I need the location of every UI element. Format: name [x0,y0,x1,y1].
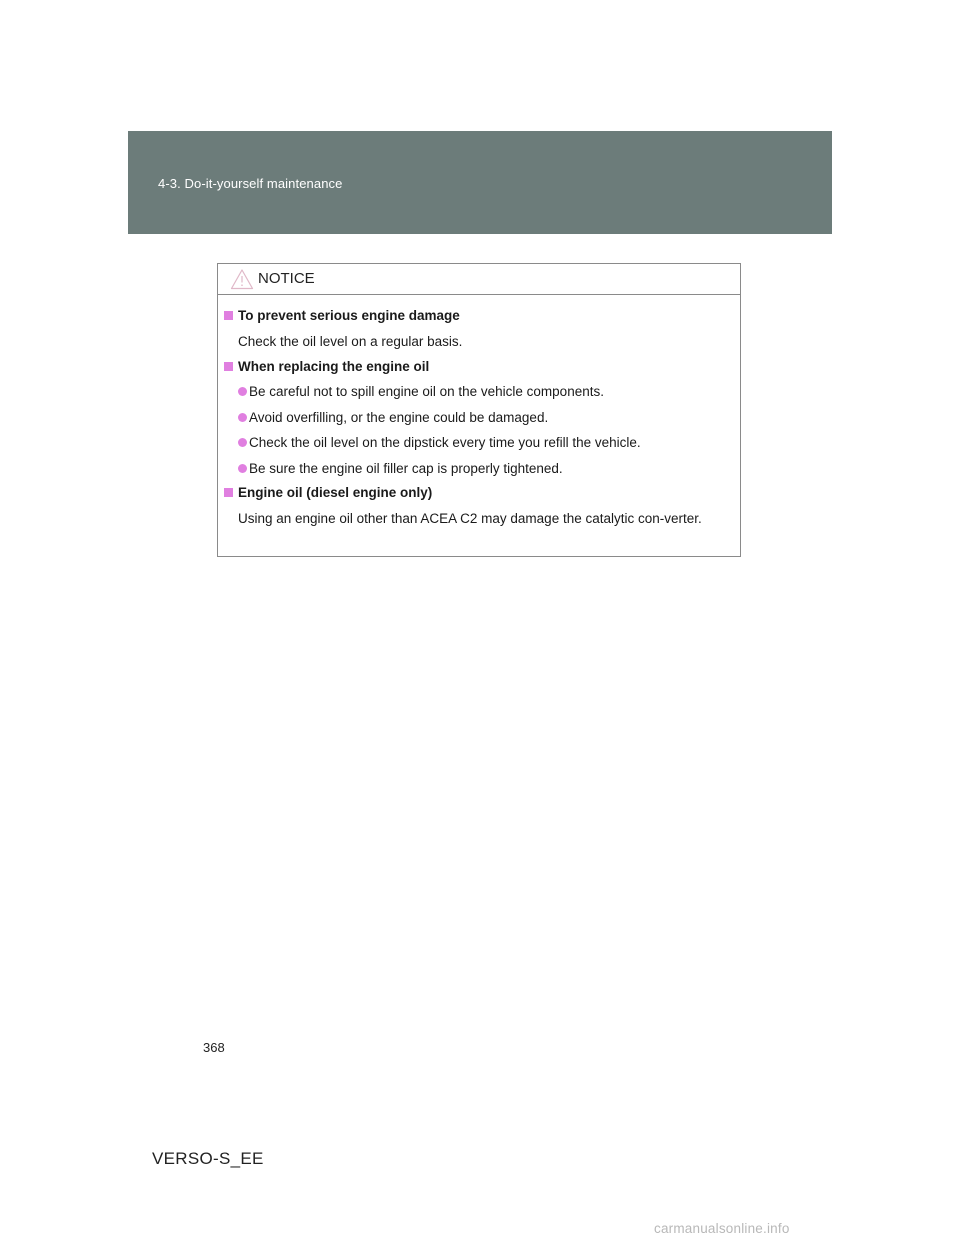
list-item [218,430,740,456]
square-bullet-icon [224,311,233,320]
notice-box [217,263,741,557]
list-item-text: Be sure the engine oil filler cap is properly tightened. [249,460,563,476]
square-bullet-icon [224,362,233,371]
round-bullet-icon [238,464,247,473]
section-heading [218,481,740,505]
model-code: VERSO-S_EE [152,1149,264,1168]
round-bullet-icon [238,387,247,396]
round-bullet-icon [238,413,247,422]
notice-body [218,295,740,530]
page-number: 368 [203,1040,225,1055]
watermark: carmanualsonline.info [654,1221,790,1236]
list-item-text: Check the oil level on the dipstick every time you refill the vehicle. [249,435,641,450]
section-text: Using an engine oil other than ACEA C2 may damage the catalytic con-verter. [238,511,702,526]
list-item [218,379,740,405]
section-text: Check the oil level on a regular basis. [238,334,463,349]
list-item-text: Be careful not to spill engine oil on the vehicle components. [249,384,604,399]
list-item [218,456,740,482]
heading-text: When replacing the engine oil [238,359,430,374]
warning-triangle-icon [230,268,254,290]
list-item [218,405,740,431]
round-bullet-icon [238,438,247,447]
section-heading [218,304,740,328]
heading-text: Engine oil (diesel engine only) [238,485,433,500]
list-item-text: Avoid overfilling, or the engine could be damaged. [249,409,549,425]
section-heading [218,355,740,379]
section-title: 4-3. Do-it-yourself maintenance [158,176,343,191]
square-bullet-icon [224,488,233,497]
header-band [128,131,832,234]
notice-label: NOTICE [258,270,315,287]
heading-text: To prevent serious engine damage [238,308,460,323]
notice-header [218,264,740,295]
